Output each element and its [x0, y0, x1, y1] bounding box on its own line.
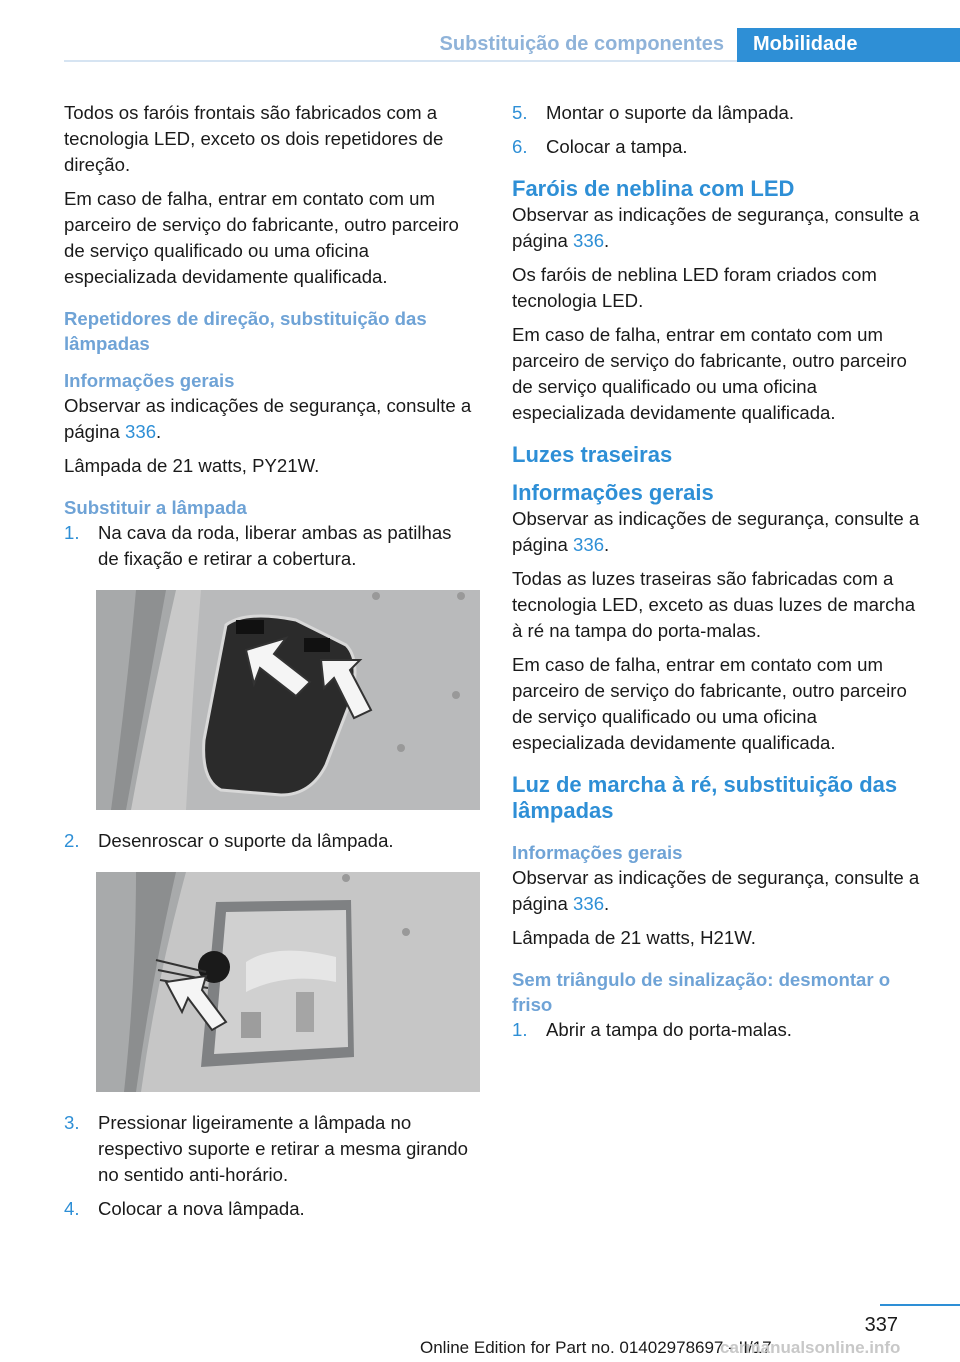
page-link-336[interactable]: 336: [573, 893, 605, 914]
page-link-336[interactable]: 336: [125, 421, 157, 442]
neblina-paragraph-1: Os faróis de neblina LED foram criados com tecnologia LED.: [512, 264, 877, 311]
step-number: 1.: [512, 1019, 528, 1040]
intro-paragraph: Todos os faróis frontais são fabricados com a tecnologia LED, exceto os dois repetidores de direção.: [64, 102, 444, 175]
re-bulb-spec: Lâmpada de 21 watts, H21W.: [512, 927, 756, 948]
step-text: Colocar a tampa.: [546, 136, 688, 157]
step-text: Pressionar ligeiramente a lâmpada no respectivo suporte e retirar a mesma girando no sentido anti-horário.: [98, 1112, 468, 1185]
running-header-chapter: Mobilidade: [737, 28, 960, 60]
heading-sem-triangulo: Sem triângulo de sinalização: desmontar o friso: [512, 969, 891, 1015]
step-number: 1.: [64, 522, 80, 543]
heading-info-gerais: Informações gerais: [64, 370, 235, 391]
heading-farois-neblina: Faróis de neblina com LED: [512, 176, 795, 201]
step-4: [64, 1196, 476, 1222]
figure-bulb-holder: [96, 872, 480, 1092]
heading-luz-marcha-re: Luz de marcha à ré, substituição das lâmpadas: [512, 772, 898, 823]
step-1: [64, 520, 476, 572]
heading-luzes-traseiras: Luzes traseiras: [512, 442, 673, 467]
step-number: 3.: [64, 1112, 80, 1133]
step-text: Montar o suporte da lâmpada.: [546, 102, 795, 123]
running-header-section: Substituição de componentes: [439, 33, 724, 55]
step-number: 2.: [64, 830, 80, 851]
heading-info-gerais-3: Informações gerais: [512, 842, 683, 863]
footer-rule: [880, 1304, 960, 1306]
step-b-1: [512, 1017, 924, 1043]
neblina-paragraph-2: Em caso de falha, entrar em contato com um parceiro de serviço do fabricante, outro parceiro de serviço qualificado ou uma oficina especializada devidamente qualificada.: [512, 324, 907, 423]
edition-note: Online Edition for Part no. 01402978697 - II/17: [420, 1338, 772, 1357]
step-text: Abrir a tampa do porta-malas.: [546, 1019, 792, 1040]
step-text: Colocar a nova lâmpada.: [98, 1198, 305, 1219]
header-rule-accent: [737, 60, 960, 62]
heading-substituir: Substituir a lâmpada: [64, 497, 247, 518]
traseiras-paragraph-1: Todas as luzes traseiras são fabricadas com a tecnologia LED, exceto as duas luzes de marcha à ré na tampa do porta-malas.: [512, 568, 916, 641]
step-text: Na cava da roda, liberar ambas as patilhas de fixação e retirar a cobertura.: [98, 522, 452, 569]
watermark: carmanualsonline.info: [720, 1338, 901, 1357]
traseiras-safety-note: Observar as indicações de segurança, consulte a página 336.: [512, 508, 920, 555]
bulb-spec: Lâmpada de 21 watts, PY21W.: [64, 455, 320, 476]
step-3: [64, 1110, 476, 1188]
traseiras-paragraph-2: Em caso de falha, entrar em contato com um parceiro de serviço do fabricante, outro parceiro de serviço qualificado ou uma oficina especializada devidamente qualificada.: [512, 654, 907, 753]
step-text: Desenroscar o suporte da lâmpada.: [98, 830, 394, 851]
failure-paragraph: Em caso de falha, entrar em contato com um parceiro de serviço do fabricante, outro parceiro de serviço qualificado ou uma oficina especializada devidamente qualificada.: [64, 188, 459, 287]
step-number: 5.: [512, 102, 528, 123]
step-5: [512, 100, 924, 126]
step-number: 4.: [64, 1198, 80, 1219]
figure-wheel-arch-cover: [96, 590, 480, 810]
heading-info-gerais-2: Informações gerais: [512, 480, 714, 505]
step-2: [64, 828, 476, 854]
heading-repetidores: Repetidores de direção, substituição das lâmpadas: [64, 308, 427, 354]
safety-note: Observar as indicações de segurança, consulte a página 336.: [64, 395, 472, 442]
re-safety-note: Observar as indicações de segurança, consulte a página 336.: [512, 867, 920, 914]
page-link-336[interactable]: 336: [573, 230, 605, 251]
neblina-safety-note: Observar as indicações de segurança, consulte a página 336.: [512, 204, 920, 251]
step-6: [512, 134, 924, 160]
page-link-336[interactable]: 336: [573, 534, 605, 555]
left-column: [64, 100, 476, 1230]
page-number: 337: [864, 1314, 898, 1336]
step-number: 6.: [512, 136, 528, 157]
right-column: [512, 100, 924, 1051]
